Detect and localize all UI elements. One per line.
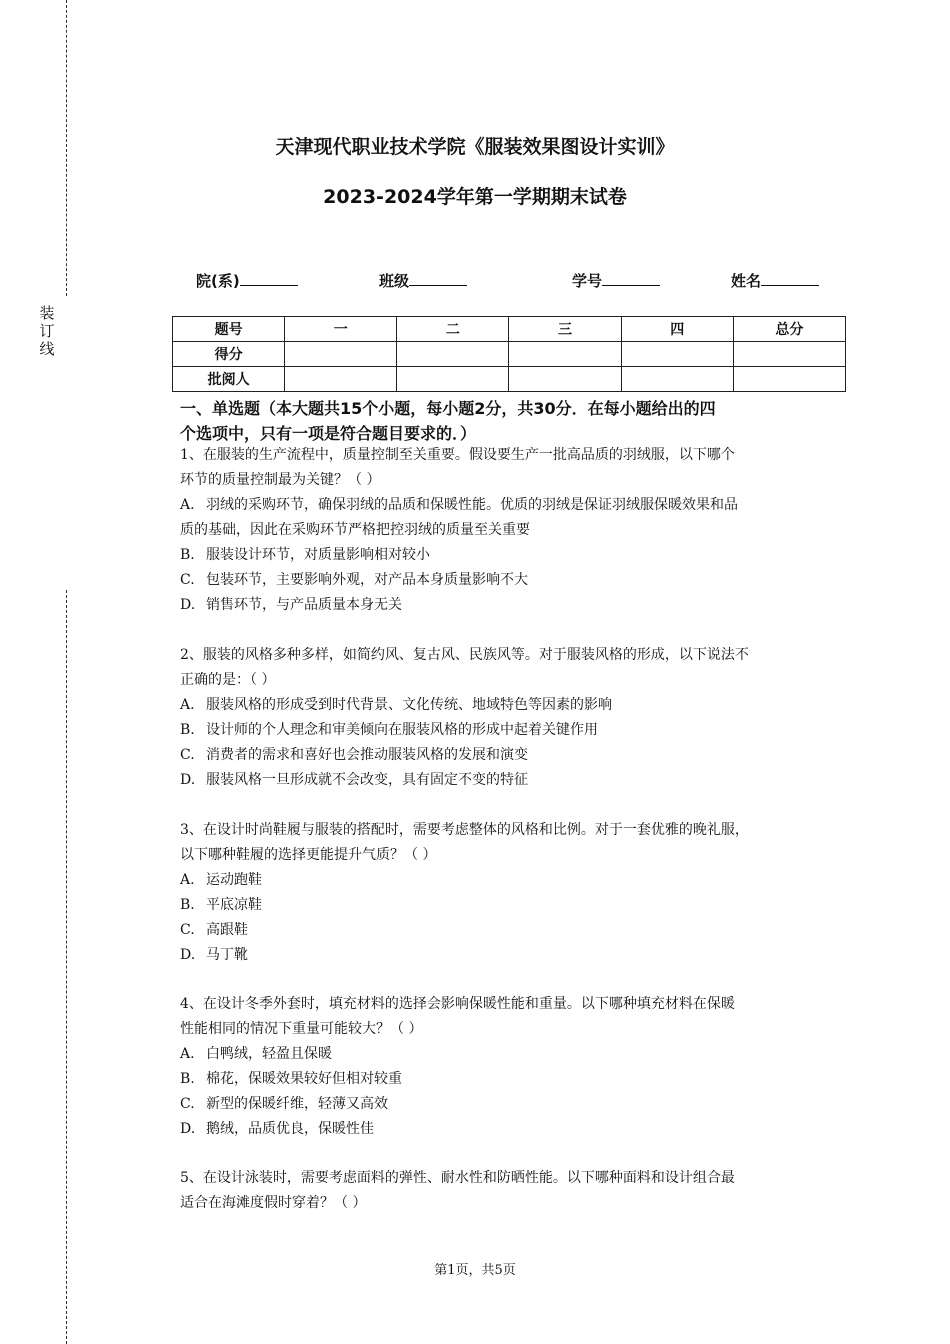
class-label: 班级 (379, 272, 410, 290)
section-heading-line: 一、单选题（本大题共15个小题，每小题2分，共30分．在每小题给出的四 (180, 399, 716, 418)
reviewer-cell[interactable] (733, 367, 845, 392)
question-stem-line: 1、在服装的生产流程中，质量控制至关重要。假设要生产一批高品质的羽绒服，以下哪个 (180, 447, 735, 463)
question-stem-line: 以下哪种鞋履的选择更能提升气质？（ ） (180, 847, 437, 863)
reviewer-cell[interactable] (621, 367, 733, 392)
option-a[interactable]: A. 羽绒的采购环节，确保羽绒的品质和保暖性能。优质的羽绒是保证羽绒服保暖效果和品 (180, 497, 738, 513)
student-id-label: 学号 (572, 272, 603, 290)
question-stem-line: 环节的质量控制最为关键？（ ） (180, 472, 381, 488)
option-a-continued: 质的基础，因此在采购环节严格把控羽绒的质量至关重要 (180, 522, 530, 538)
name-label: 姓名 (731, 272, 762, 290)
question-2 (180, 643, 850, 793)
option-d[interactable]: D. 服装风格一旦形成就不会改变，具有固定不变的特征 (180, 772, 528, 788)
question-5 (180, 1166, 850, 1216)
score-cell[interactable] (285, 342, 397, 367)
binding-char: 线 (39, 340, 55, 358)
score-header-cell: 二 (397, 317, 509, 342)
option-c[interactable]: C. 新型的保暖纤维，轻薄又高效 (180, 1096, 388, 1112)
score-header-cell: 一 (285, 317, 397, 342)
score-header-cell: 题号 (173, 317, 285, 342)
option-d[interactable]: D. 马丁靴 (180, 947, 248, 963)
student-id-field[interactable] (572, 270, 660, 291)
section-heading (180, 396, 850, 446)
score-cell[interactable] (509, 342, 621, 367)
score-table (172, 316, 846, 392)
score-header-cell: 四 (621, 317, 733, 342)
score-table-header-row (173, 317, 846, 342)
score-row-label: 得分 (173, 342, 285, 367)
reviewer-cell[interactable] (285, 367, 397, 392)
department-blank[interactable] (240, 271, 298, 286)
score-cell[interactable] (621, 342, 733, 367)
question-1 (180, 443, 850, 618)
score-header-cell: 总分 (733, 317, 845, 342)
option-d[interactable]: D. 销售环节，与产品质量本身无关 (180, 597, 402, 613)
class-field[interactable] (379, 270, 467, 291)
department-field[interactable] (196, 270, 298, 291)
name-blank[interactable] (761, 271, 819, 286)
question-stem-line: 2、服装的风格多种多样，如简约风、复古风、民族风等。对于服装风格的形成，以下说法不 (180, 647, 749, 663)
section-heading-line: 个选项中，只有一项是符合题目要求的．） (180, 424, 477, 443)
question-stem-line: 适合在海滩度假时穿着？（ ） (180, 1195, 367, 1211)
department-label: 院(系) (196, 272, 240, 290)
reviewer-cell[interactable] (509, 367, 621, 392)
binding-line-bottom (66, 590, 67, 1344)
option-a[interactable]: A. 运动跑鞋 (180, 872, 262, 888)
exam-title: 天津现代职业技术学院《服装效果图设计实训》 (275, 136, 675, 158)
reviewer-row-label: 批阅人 (173, 367, 285, 392)
question-stem-line: 性能相同的情况下重量可能较大？（ ） (180, 1021, 423, 1037)
score-cell[interactable] (733, 342, 845, 367)
question-stem-line: 4、在设计冬季外套时，填充材料的选择会影响保暖性能和重量。以下哪种填充材料在保暖 (180, 996, 735, 1012)
binding-char: 装 (39, 304, 55, 322)
question-3 (180, 818, 850, 968)
question-stem-line: 正确的是：（ ） (180, 672, 276, 688)
score-row (173, 342, 846, 367)
option-a[interactable]: A. 服装风格的形成受到时代背景、文化传统、地域特色等因素的影响 (180, 697, 612, 713)
binding-label (37, 304, 57, 358)
class-blank[interactable] (409, 271, 467, 286)
reviewer-row (173, 367, 846, 392)
option-a[interactable]: A. 白鸭绒，轻盈且保暖 (180, 1046, 332, 1062)
option-d[interactable]: D. 鹅绒，品质优良，保暖性佳 (180, 1121, 374, 1137)
option-c[interactable]: C. 包装环节，主要影响外观，对产品本身质量影响不大 (180, 572, 528, 588)
option-c[interactable]: C. 高跟鞋 (180, 922, 248, 938)
option-b[interactable]: B. 棉花，保暖效果较好但相对较重 (180, 1071, 402, 1087)
exam-subtitle: 2023-2024学年第一学期期末试卷 (323, 186, 627, 208)
student-id-blank[interactable] (602, 271, 660, 286)
score-header-cell: 三 (509, 317, 621, 342)
question-4 (180, 992, 850, 1142)
binding-char: 订 (39, 322, 55, 340)
question-stem-line: 5、在设计泳装时，需要考虑面料的弹性、耐水性和防晒性能。以下哪种面料和设计组合最 (180, 1170, 735, 1186)
option-b[interactable]: B. 平底凉鞋 (180, 897, 262, 913)
score-cell[interactable] (397, 342, 509, 367)
option-b[interactable]: B. 服装设计环节，对质量影响相对较小 (180, 547, 430, 563)
question-stem-line: 3、在设计时尚鞋履与服装的搭配时，需要考虑整体的风格和比例。对于一套优雅的晚礼服， (180, 822, 749, 838)
name-field[interactable] (731, 270, 819, 291)
page-footer: 第1页，共5页 (434, 1263, 516, 1278)
reviewer-cell[interactable] (397, 367, 509, 392)
option-b[interactable]: B. 设计师的个人理念和审美倾向在服装风格的形成中起着关键作用 (180, 722, 598, 738)
option-c[interactable]: C. 消费者的需求和喜好也会推动服装风格的发展和演变 (180, 747, 528, 763)
